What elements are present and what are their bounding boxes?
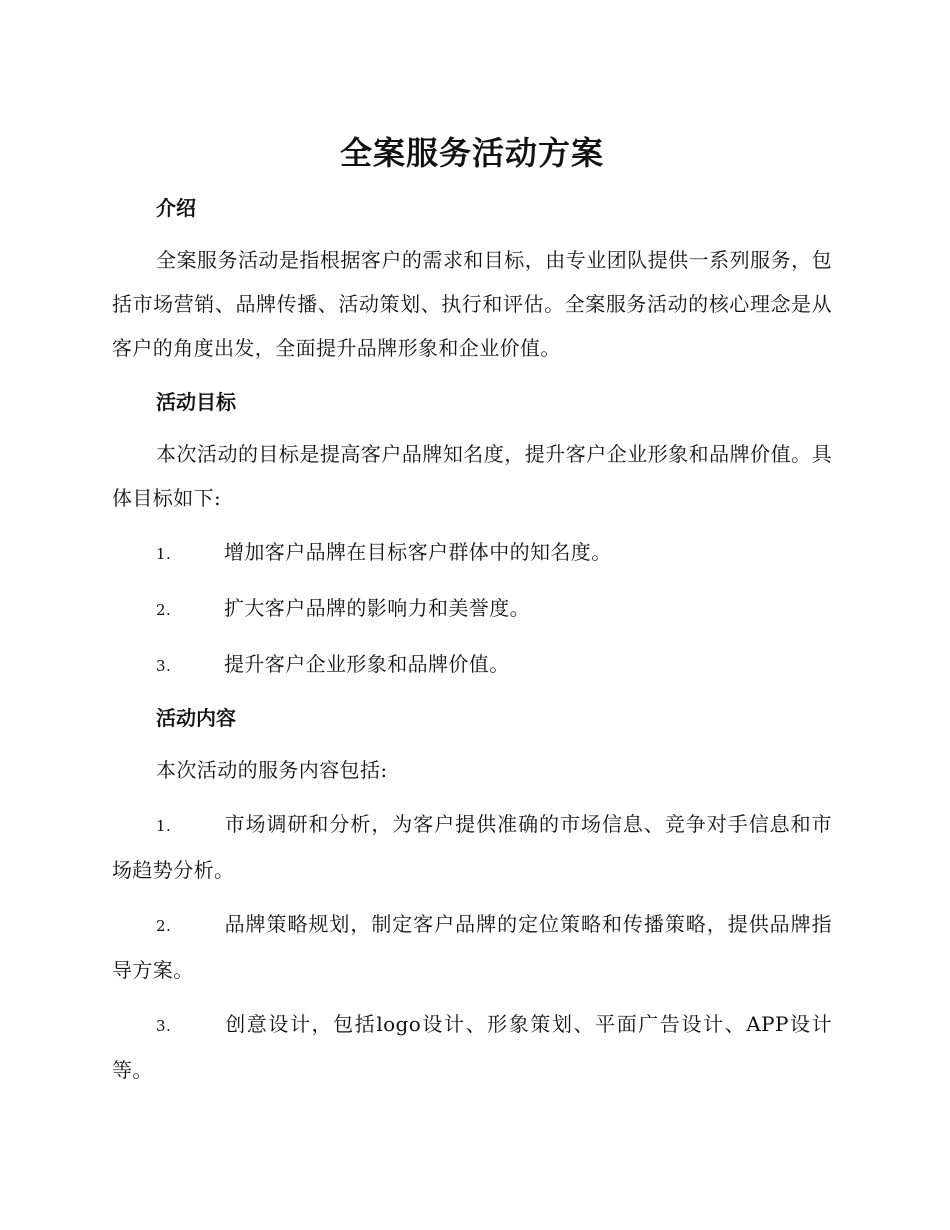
list-text: 市场调研和分析，为客户提供准确的市场信息、竞争对手信息和市场趋势分析。 xyxy=(112,812,832,882)
section-heading-goals: 活动目标 xyxy=(156,390,236,414)
section-heading-intro: 介绍 xyxy=(156,196,196,220)
document-title: 全案服务活动方案 xyxy=(339,134,604,172)
content-list-item xyxy=(112,1002,832,1092)
list-text: 扩大客户品牌的影响力和美誉度。 xyxy=(224,596,530,620)
list-number: 3. xyxy=(156,657,172,675)
goals-list-item xyxy=(112,530,832,576)
list-number: 2. xyxy=(156,601,172,619)
goals-list-item xyxy=(112,642,832,688)
list-number: 2. xyxy=(156,917,172,935)
document-body xyxy=(112,128,832,1092)
content-paragraph: 本次活动的服务内容包括: xyxy=(156,758,388,782)
list-text: 提升客户企业形象和品牌价值。 xyxy=(224,652,510,676)
list-number: 3. xyxy=(156,1017,172,1035)
list-text: 增加客户品牌在目标客户群体中的知名度。 xyxy=(224,540,612,564)
goals-list-item xyxy=(112,586,832,632)
list-text: 品牌策略规划，制定客户品牌的定位策略和传播策略，提供品牌指导方案。 xyxy=(112,912,832,982)
goals-paragraph: 本次活动的目标是提高客户品牌知名度，提升客户企业形象和品牌价值。具体目标如下: xyxy=(112,442,832,510)
section-heading-content: 活动内容 xyxy=(156,706,236,730)
list-number: 1. xyxy=(156,817,172,835)
content-list-item xyxy=(112,802,832,892)
content-list-item xyxy=(112,902,832,992)
list-number: 1. xyxy=(156,545,172,563)
intro-paragraph: 全案服务活动是指根据客户的需求和目标，由专业团队提供一系列服务，包括市场营销、品牌传播、活动策划、执行和评估。全案服务活动的核心理念是从客户的角度出发，全面提升品牌形象和企业价值。 xyxy=(112,248,832,360)
list-text: 创意设计，包括logo设计、形象策划、平面广告设计、APP设计等。 xyxy=(112,1012,832,1082)
